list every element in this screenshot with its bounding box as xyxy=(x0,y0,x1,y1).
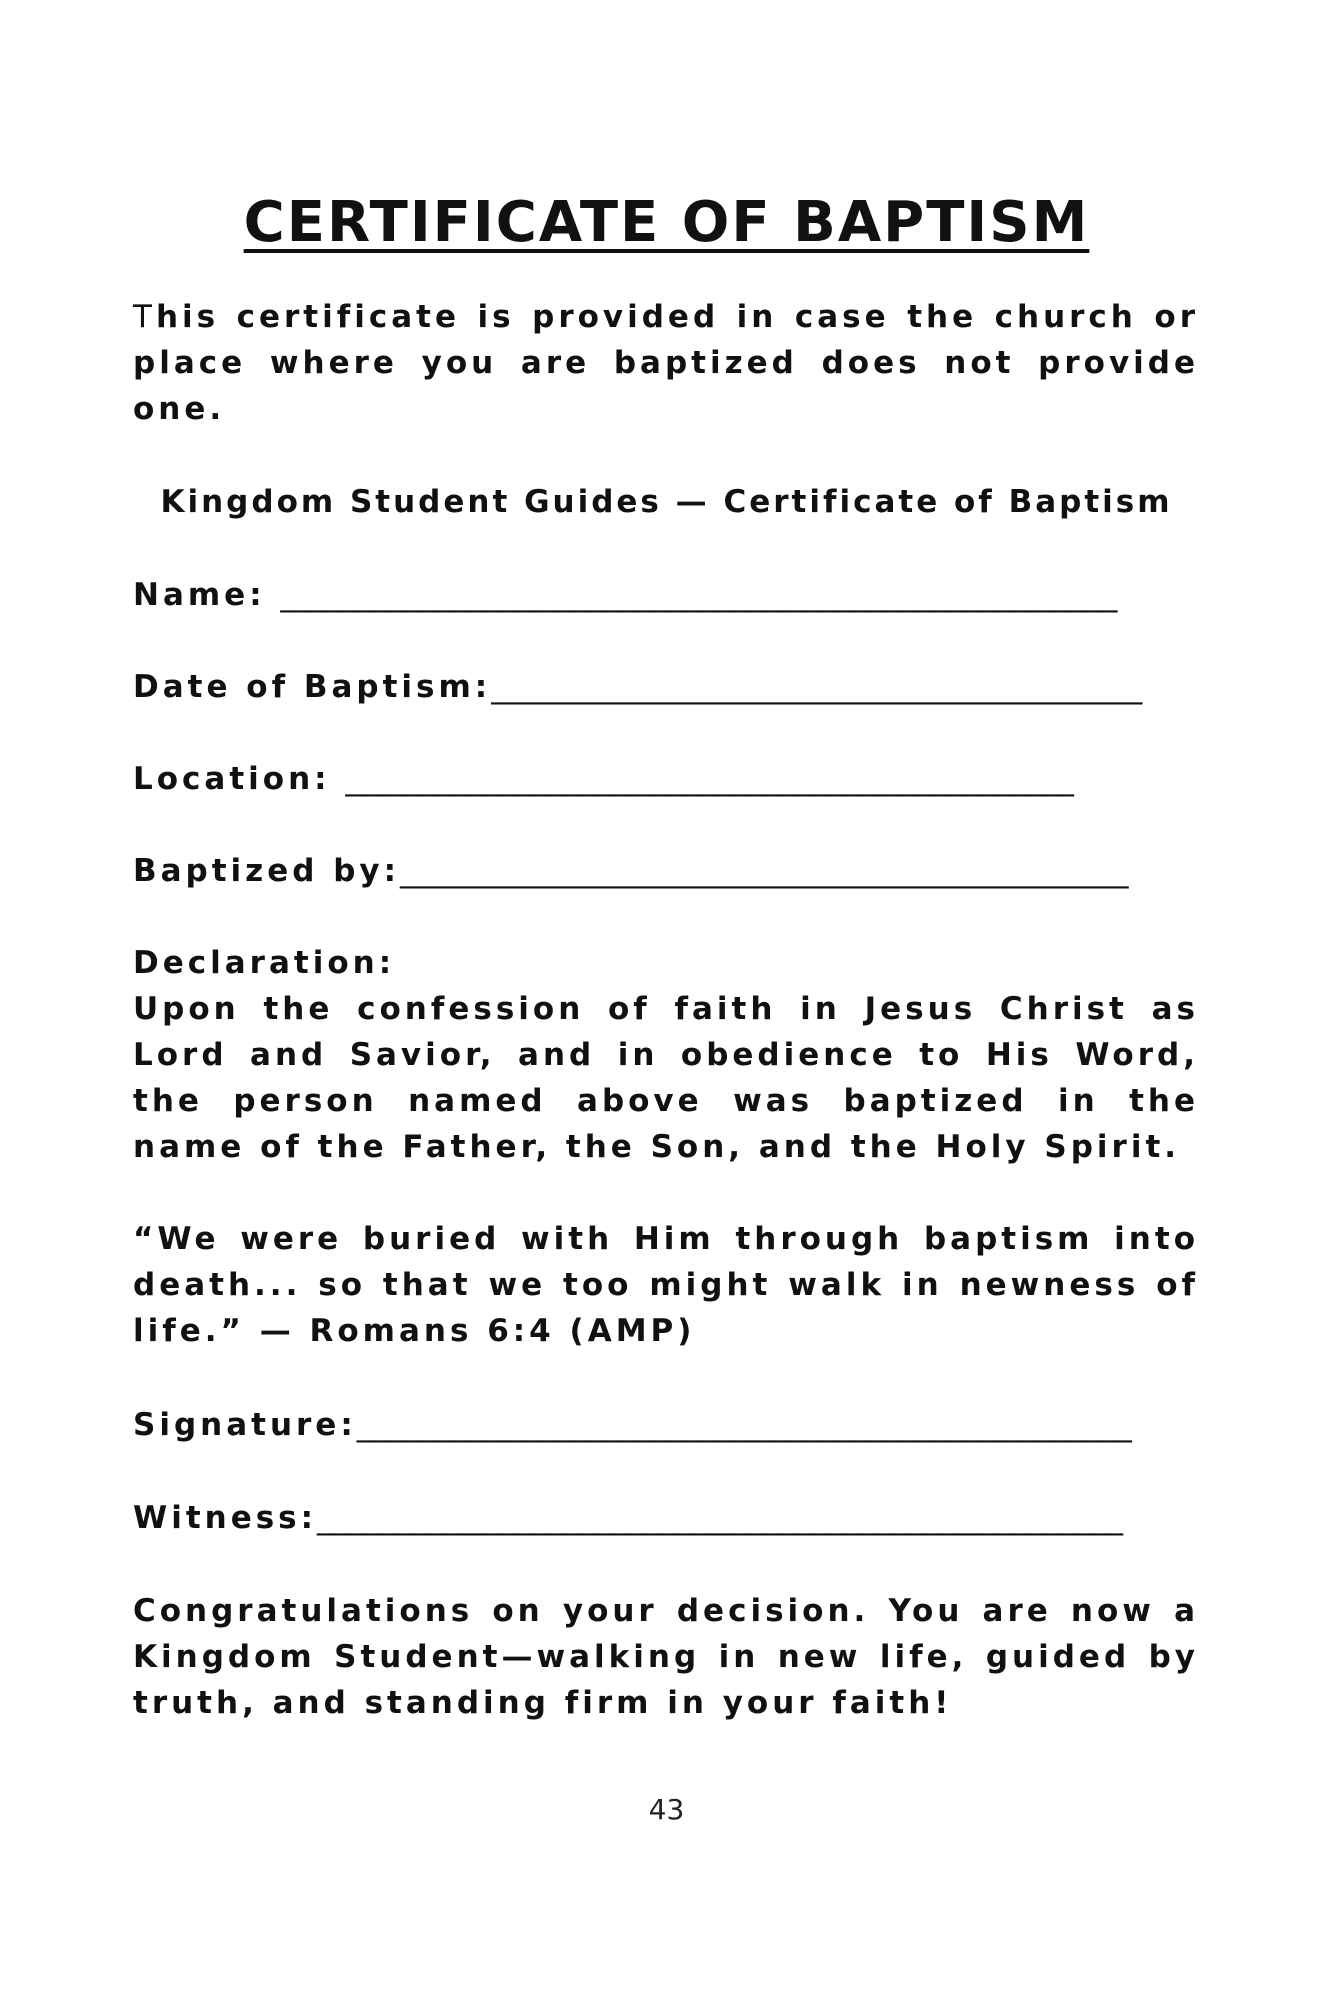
signature-label: Signature: xyxy=(133,1407,357,1443)
baptized-by-field[interactable] xyxy=(133,848,1129,894)
scripture-quote: “We were buried with Him through baptism into death... so that we too might walk in newness of life.” — Romans 6:4 (AMP) xyxy=(133,1221,1199,1349)
witness-label: Witness: xyxy=(133,1500,318,1536)
signature-field[interactable] xyxy=(133,1402,1132,1448)
date-of-baptism-field[interactable] xyxy=(133,664,1142,710)
certificate-subtitle: Kingdom Student Guides — Certificate of Baptism xyxy=(160,484,1173,520)
baptized-by-blank-line[interactable]: _______________________________________________ xyxy=(400,853,1129,889)
intro-paragraph xyxy=(133,294,1199,432)
declaration-label: Declaration: xyxy=(133,945,396,981)
date-of-baptism-blank-line[interactable]: __________________________________________ xyxy=(491,669,1143,705)
title-text: CERTIFICATE OF BAPTISM xyxy=(243,190,1090,255)
page-number: 43 xyxy=(648,1793,685,1826)
location-blank-line[interactable]: _______________________________________________ xyxy=(345,761,1074,797)
witness-blank-line[interactable]: ____________________________________________________ xyxy=(317,1500,1124,1536)
witness-field[interactable] xyxy=(133,1495,1123,1541)
name-label: Name: xyxy=(133,577,281,613)
name-field[interactable] xyxy=(133,572,1117,618)
date-of-baptism-label: Date of Baptism: xyxy=(133,669,492,705)
signature-blank-line[interactable]: __________________________________________________ xyxy=(356,1407,1132,1443)
location-field[interactable] xyxy=(133,756,1074,802)
location-label: Location: xyxy=(133,761,346,797)
congratulations-paragraph: Congratulations on your decision. You are now a Kingdom Student—walking in new life, guided by truth, and standing firm in your faith! xyxy=(133,1593,1199,1721)
baptized-by-label: Baptized by: xyxy=(133,853,401,889)
intro-text: his certificate is provided in case the church or place where you are baptized does not provide one. xyxy=(133,299,1199,427)
declaration-body: Upon the confession of faith in Jesus Christ as Lord and Savior, and in obedience to His Word, the person named above was baptized in the name of the Father, the Son, and the Holy Spirit. xyxy=(133,991,1199,1165)
name-blank-line[interactable]: ______________________________________________________ xyxy=(280,577,1118,613)
page-title xyxy=(0,188,1333,258)
intro-first-letter: T xyxy=(133,299,156,335)
